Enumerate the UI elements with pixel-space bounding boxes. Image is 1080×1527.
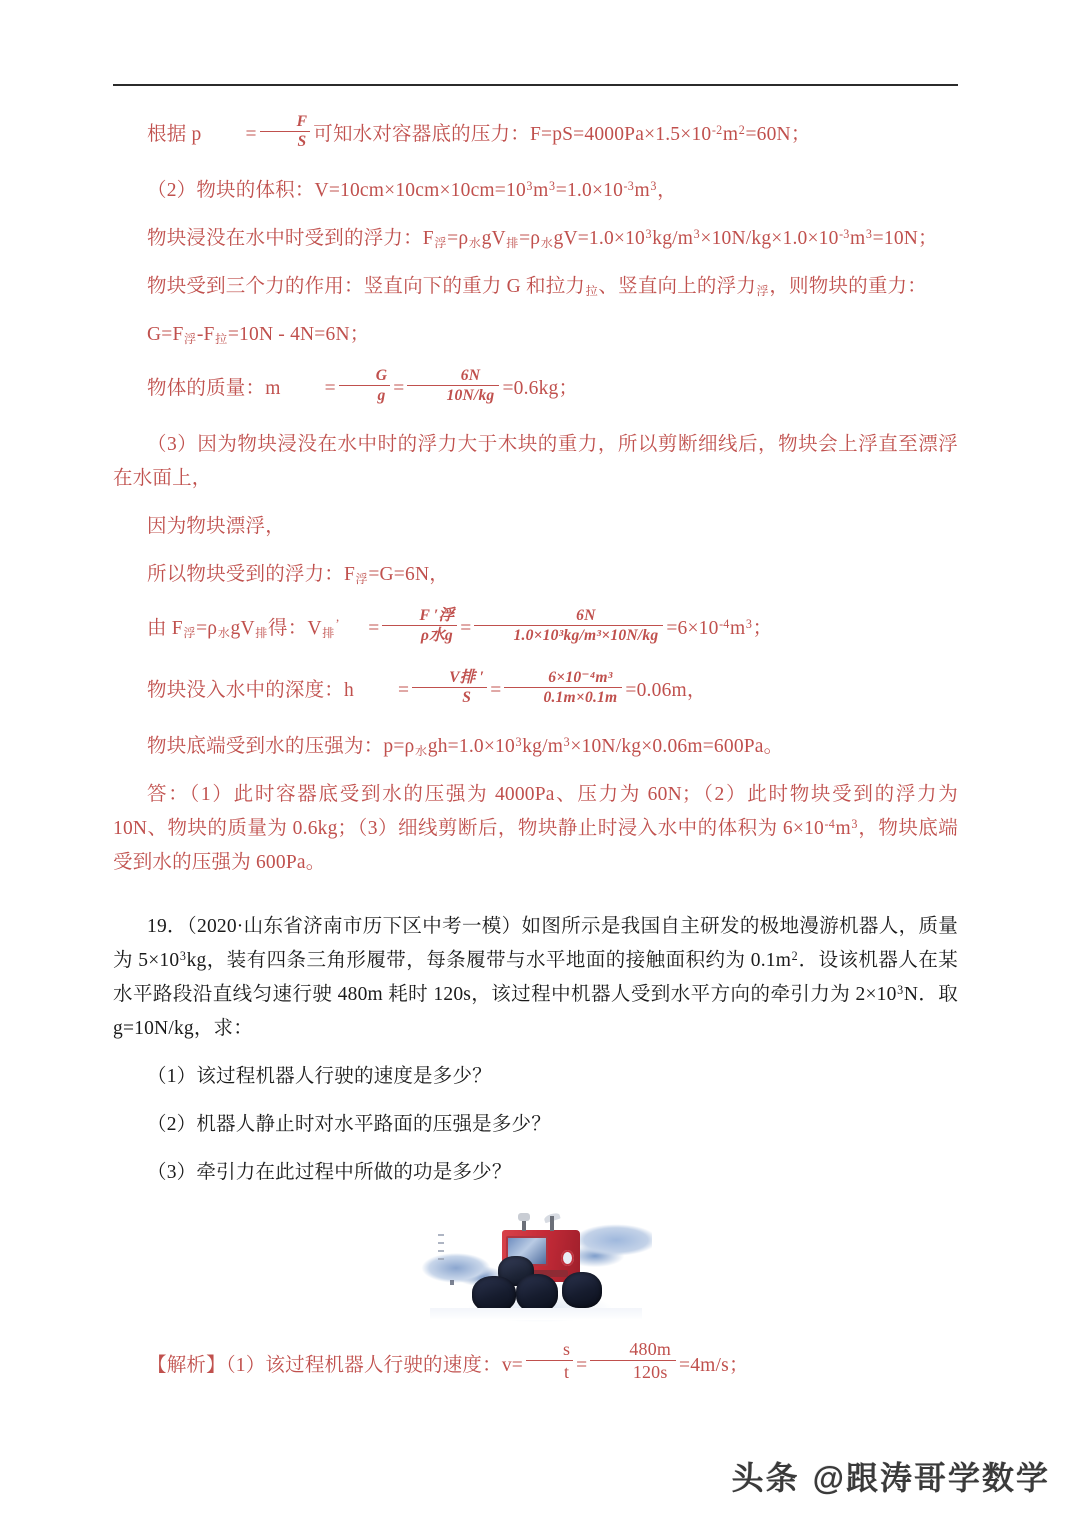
text-segment: 物块浸没在水中时受到的浮力：F bbox=[147, 228, 434, 249]
equals-sign: = bbox=[393, 378, 405, 399]
watermark-prefix: 头条 bbox=[731, 1459, 800, 1497]
text-segment: kg，装有四条三角形履带，每条履带与水平地面的接触面积约为 0.1m bbox=[186, 950, 792, 971]
watermark-at-symbol: @ bbox=[812, 1460, 846, 1496]
text-segment: =1.0×10 bbox=[555, 180, 624, 201]
fraction-denominator: S bbox=[297, 133, 307, 151]
subscript: 浮 bbox=[184, 332, 197, 347]
text-segment: =0.6kg； bbox=[502, 378, 579, 399]
text-segment: 根据 p bbox=[147, 124, 202, 145]
text-segment: =G=6N， bbox=[368, 564, 449, 585]
text-segment: gh=1.0×10 bbox=[427, 736, 515, 757]
text-segment: G=F bbox=[147, 324, 184, 345]
superscript: 3 bbox=[526, 178, 533, 193]
fraction-6N-over-10Nkg bbox=[407, 367, 499, 405]
superscript: 3 bbox=[865, 226, 873, 241]
page-content bbox=[113, 84, 958, 1405]
text-segment: =0.06m， bbox=[625, 680, 707, 701]
text-segment: gV bbox=[230, 618, 255, 639]
text-segment: ，则物块的重力： bbox=[769, 276, 927, 297]
subscript: 浮 bbox=[355, 572, 368, 587]
text-segment: 由 F bbox=[147, 618, 183, 639]
solution-line-submerged-depth: 物块没入水中的深度：h = $\frac{\text{V排 ′}}{S}$ = $\frac{\text{6×10⁻⁴m³}}{0.1m\times 0.1m}$ =0.06m， bbox=[147, 668, 707, 707]
solution-answer-summary bbox=[113, 778, 958, 880]
text-segment: （1）该过程机器人行驶的速度是多少？ bbox=[147, 1066, 492, 1087]
decorative-mark-small bbox=[450, 1280, 454, 1285]
text-segment: 19．（2020·山东省济南市历下区中考一模）如图所示是我国自主研发的极地漫游机器人，质量为 5×10 bbox=[113, 916, 958, 971]
text-segment: 答：（1）此时容器底受到水的压强为 4000Pa、压力为 60N；（2）此时物块受到的浮力为 10N、物块的质量为 0.6kg；（3）细线剪断后，物块静止时浸入水中的体积为 6×10 bbox=[113, 784, 958, 839]
solution-line-volume bbox=[113, 174, 958, 208]
text-segment: =10N - 4N=6N； bbox=[227, 324, 370, 345]
snow-ground bbox=[430, 1308, 642, 1320]
text-segment: 物块没入水中的深度：h bbox=[147, 680, 354, 701]
superscript: -2 bbox=[711, 122, 723, 137]
text-segment: =ρ bbox=[519, 228, 541, 249]
text-segment: =60N； bbox=[745, 124, 811, 145]
text-segment: 得：V bbox=[268, 618, 322, 639]
header-divider-rule bbox=[113, 84, 958, 86]
solution-line-gravity bbox=[113, 318, 958, 352]
superscript: 3 bbox=[745, 616, 753, 631]
subscript: 排 bbox=[506, 236, 519, 251]
text-segment: =4m/s； bbox=[679, 1354, 749, 1376]
rover-track-front bbox=[472, 1276, 516, 1312]
text-segment: ， bbox=[657, 180, 677, 201]
rover-sensor-box bbox=[518, 1213, 530, 1221]
text-segment: （1）该过程机器人行驶的速度：v= bbox=[225, 1354, 523, 1376]
text-segment: 物块底端受到水的压强为：p=ρ bbox=[147, 736, 415, 757]
superscript: 2 bbox=[738, 122, 745, 137]
superscript: 3 bbox=[897, 982, 904, 997]
subscript: 排 bbox=[322, 626, 335, 641]
text-segment: N．取 g=10N/kg，求： bbox=[113, 984, 958, 1039]
text-segment: m bbox=[533, 180, 549, 201]
superscript: -3 bbox=[623, 178, 635, 193]
text-segment: m bbox=[850, 228, 866, 249]
fraction-6N-over-rho-g-numeric bbox=[474, 607, 663, 645]
fraction-numerator: F bbox=[260, 113, 311, 132]
fraction-G-over-g bbox=[339, 367, 390, 405]
fraction-s-over-t bbox=[526, 1339, 573, 1382]
text-segment: 因为物块漂浮， bbox=[147, 516, 285, 537]
text-segment: m bbox=[634, 180, 650, 201]
superscript: 3 bbox=[645, 226, 652, 241]
fraction-Fprime-over-rho-g bbox=[382, 607, 457, 645]
fraction-denominator: 120s bbox=[632, 1362, 668, 1383]
question-19-stem bbox=[113, 910, 958, 1046]
text-segment: （2）机器人静止时对水平路面的压强是多少？ bbox=[147, 1114, 551, 1135]
solution-line-mass: 物体的质量：m = $\frac{G}{g}$ = $\frac{6N}{10N/kg}$ =0.6kg； bbox=[147, 366, 579, 405]
text-segment: m bbox=[835, 818, 851, 839]
text-segment: 、竖直向上的浮力 bbox=[598, 276, 757, 297]
text-segment: =10N； bbox=[872, 228, 938, 249]
text-segment: ； bbox=[752, 618, 773, 639]
solution-line-part3-intro bbox=[113, 428, 958, 496]
text-segment: gV=1.0×10 bbox=[553, 228, 646, 249]
text-segment: kg/m bbox=[522, 736, 564, 757]
rover-track-rear bbox=[562, 1272, 602, 1308]
text-segment: （3）牵引力在此过程中所做的功是多少？ bbox=[147, 1162, 512, 1183]
text-segment: （3）因为物块浸没在水中时的浮力大于木块的重力，所以剪断细线后，物块会上浮直至漂浮在水面上， bbox=[113, 434, 958, 489]
analysis-tag: 【解析】 bbox=[147, 1354, 226, 1376]
superscript: 3 bbox=[549, 178, 556, 193]
section-gap bbox=[113, 894, 958, 910]
question-19-sub-3 bbox=[113, 1156, 958, 1190]
fraction-denominator: ρ水g bbox=[420, 627, 453, 645]
watermark bbox=[732, 1453, 1050, 1499]
solution-line-three-forces bbox=[113, 270, 958, 304]
prime-mark: ’ bbox=[335, 616, 340, 631]
text-segment: =6×10 bbox=[666, 618, 719, 639]
fraction-F-over-S bbox=[260, 113, 311, 151]
question-19-sub-2 bbox=[113, 1108, 958, 1142]
subscript: 水 bbox=[468, 236, 482, 251]
superscript: 3 bbox=[179, 948, 187, 963]
subscript: 排 bbox=[255, 626, 268, 641]
fraction-numerator: 480m bbox=[590, 1339, 676, 1361]
superscript: -4 bbox=[719, 616, 730, 631]
fraction-numerator: V排 ′ bbox=[412, 669, 487, 688]
superscript: -3 bbox=[839, 226, 850, 241]
fraction-numerator: G bbox=[339, 367, 390, 386]
fraction-numerator: 6N bbox=[407, 367, 499, 386]
fraction-denominator: S bbox=[462, 689, 472, 707]
text-segment: m bbox=[722, 124, 739, 145]
subscript: 浮 bbox=[434, 236, 447, 251]
rover-track-middle bbox=[516, 1274, 558, 1312]
subscript: 拉 bbox=[215, 332, 228, 347]
subscript: 水 bbox=[540, 236, 553, 251]
watermark-handle: 跟涛哥学数学 bbox=[845, 1459, 1050, 1497]
text-segment: 所以物块受到的浮力：F bbox=[147, 564, 356, 585]
rover-logo-emblem bbox=[561, 1250, 574, 1266]
subscript: 水 bbox=[217, 626, 231, 641]
text-segment: ．设该机器人在某水平路段沿直线匀速行驶 480m 耗时 120s，该过程中机器人受到水平方向的牵引力为 2×10 bbox=[113, 950, 958, 1005]
fraction-numerator: F ′浮 bbox=[382, 607, 457, 626]
text-segment: ×10N/kg×0.06m=600Pa。 bbox=[570, 736, 784, 757]
text-segment: 物块受到三个力的作用：竖直向下的重力 G 和拉力 bbox=[147, 276, 586, 297]
superscript: 2 bbox=[791, 948, 798, 963]
subscript: 水 bbox=[414, 744, 428, 759]
fraction-Vprime-over-S bbox=[412, 669, 487, 707]
decorative-marks bbox=[438, 1234, 444, 1260]
solution-line-displaced-volume: 由 $F_浮=\rho_水gV_排$得：$V_排^’$ = $\frac{\text{F ′浮}}{\text{ρ水g}}$ = $\frac{6N}{\text{1.0×10³kg/m³×10N/kg}}$ $=6\times 10^{-4}m^3$； bbox=[147, 606, 773, 645]
solution-line-floating bbox=[113, 510, 958, 544]
fraction-numerator: 6N bbox=[474, 607, 663, 626]
subscript: 浮 bbox=[183, 626, 196, 641]
text-segment: ×10N/kg×1.0×10 bbox=[700, 228, 839, 249]
fraction-denominator: 0.1m×0.1m bbox=[543, 689, 618, 707]
figure-container bbox=[113, 1204, 958, 1331]
text-segment: =ρ bbox=[447, 228, 469, 249]
solution-line-buoyancy-equals-G bbox=[113, 558, 958, 592]
analysis-line-speed bbox=[113, 1341, 958, 1389]
polar-rover-robot-image bbox=[420, 1204, 652, 1326]
solution-line-p-formula: 根据 p = $\frac{F}{S}$ 可知水对容器底的压力：$F=pS=4000Pa\times 1.5\times 10^{-2}m^2=60N$； bbox=[147, 112, 811, 151]
text-segment: ，物块底端受到水的压强为 600Pa。 bbox=[113, 818, 958, 873]
text-segment: gV bbox=[481, 228, 506, 249]
superscript: 3 bbox=[563, 734, 570, 749]
subscript: 浮 bbox=[756, 284, 769, 299]
fraction-numerator: s bbox=[526, 1339, 573, 1361]
fraction-480m-over-120s bbox=[590, 1339, 676, 1382]
solution-line-bottom-pressure bbox=[113, 730, 958, 764]
fraction-volume-over-area bbox=[504, 669, 622, 707]
text-segment: =ρ bbox=[196, 618, 218, 639]
fraction-denominator: g bbox=[377, 387, 386, 405]
superscript: 3 bbox=[515, 734, 522, 749]
text-segment: 物体的质量：m bbox=[147, 378, 281, 399]
equals-sign: = bbox=[576, 1354, 588, 1376]
equals-sign: = bbox=[460, 618, 472, 639]
fraction-denominator: 10N/kg bbox=[446, 387, 495, 405]
rover-mast-assembly bbox=[516, 1216, 568, 1231]
fraction-denominator: t bbox=[563, 1362, 570, 1383]
text-segment: （2）物块的体积：V=10cm×10cm×10cm=10 bbox=[147, 180, 526, 201]
fraction-denominator: 1.0×10³kg/m³×10N/kg bbox=[513, 627, 659, 645]
fraction-numerator: 6×10⁻⁴m³ bbox=[504, 669, 622, 688]
equals-sign: = bbox=[490, 680, 502, 701]
superscript: 3 bbox=[851, 816, 858, 831]
superscript: 3 bbox=[650, 178, 657, 193]
subscript: 拉 bbox=[585, 284, 598, 299]
superscript: 3 bbox=[693, 226, 700, 241]
text-segment: -F bbox=[196, 324, 215, 345]
text-segment: m bbox=[730, 618, 746, 639]
text-segment: kg/m bbox=[652, 228, 694, 249]
text-segment: 可知水对容器底的压力：F=pS=4000Pa×1.5×10 bbox=[313, 124, 712, 145]
question-19-sub-1 bbox=[113, 1060, 958, 1094]
solution-line-buoyancy bbox=[113, 222, 958, 256]
superscript: -4 bbox=[824, 816, 835, 831]
